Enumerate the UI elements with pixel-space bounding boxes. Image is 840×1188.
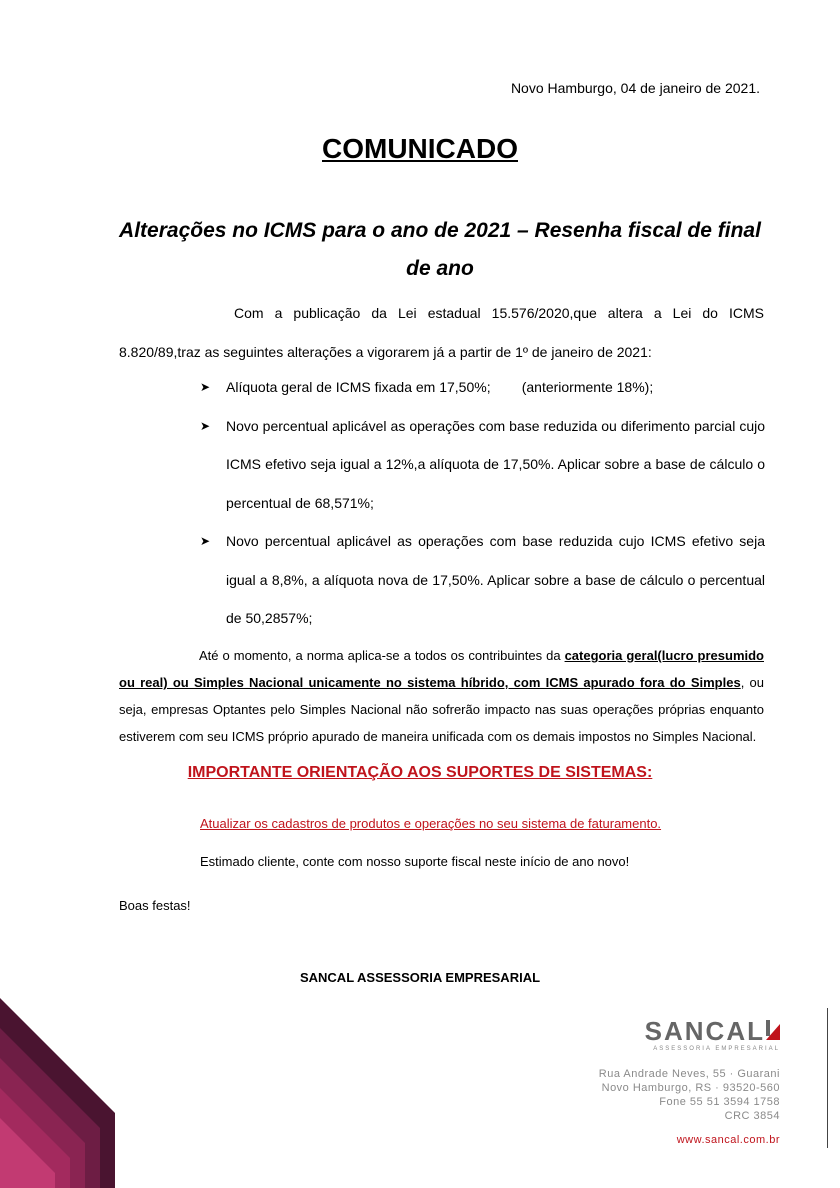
intro-paragraph: Com a publicação da Lei estadual 15.576/2020,que altera a Lei do ICMS 8.820/89,traz as seguintes alterações a vigorarem já a partir de 1º de janeiro de 2021: <box>119 305 764 360</box>
phone-line: Fone 55 51 3594 1758 <box>659 1096 780 1108</box>
logo-tagline: ASSESSORIA EMPRESARIAL <box>653 1046 780 1052</box>
arrow-bullet-icon: ➤ <box>200 418 211 433</box>
scope-paragraph <box>119 642 764 750</box>
crc-line: CRC 3854 <box>724 1110 780 1122</box>
arrow-bullet-icon: ➤ <box>200 534 211 548</box>
logo-corner-icon <box>766 1017 780 1045</box>
change-list <box>200 368 765 638</box>
scope-highlight: categoria geral(lucro presumido ou real) ou Simples Nacional unicamente no sistema híbrido, com ICMS apurado fora do Simples <box>119 648 764 690</box>
company-logo <box>645 1017 780 1052</box>
document-subtitle: Alterações no ICMS para o ano de 2021 – Resenha fiscal de final de ano <box>119 219 761 280</box>
update-note: Atualizar os cadastros de produtos e operações no seu sistema de faturamento. <box>200 816 662 831</box>
website-link[interactable]: www.sancal.com.br <box>676 1134 780 1146</box>
logo-wordmark <box>645 1017 780 1045</box>
signature: SANCAL ASSESSORIA EMPRESARIAL <box>299 970 541 985</box>
logo-text: SANCAL <box>644 1016 765 1046</box>
list-item-text: Novo percentual aplicável as operações com base reduzida ou diferimento parcial cujo ICMS efetivo seja igual a 12%,a alíquota de 17,50%. Aplicar sobre a base de cálculo o percentual de 68,571%; <box>226 417 765 511</box>
company-address <box>599 1067 780 1123</box>
page-title: COMUNICADO <box>322 133 518 164</box>
arrow-bullet-icon: ➤ <box>200 380 211 394</box>
list-item <box>200 522 765 638</box>
date-line: Novo Hamburgo, 04 de janeiro de 2021. <box>510 80 760 96</box>
list-item <box>200 407 765 523</box>
support-note: Estimado cliente, conte com nosso suporte fiscal neste início de ano novo! <box>200 854 630 869</box>
corner-decoration <box>0 998 115 1188</box>
list-item-text: Novo percentual aplicável as operações com base reduzida cujo ICMS efetivo seja igual a 8,8%, a alíquota nova de 17,50%. Aplicar sobre a base de cálculo o percentual de 50,2857%; <box>226 533 765 626</box>
scope-text-start: Até o momento, a norma aplica-se a todos os contribuintes da <box>199 648 565 663</box>
address-line: Novo Hamburgo, RS · 93520-560 <box>601 1082 780 1094</box>
list-item-text: Alíquota geral de ICMS fixada em 17,50%; (anteriormente 18%); <box>226 379 654 395</box>
important-heading: IMPORTANTE ORIENTAÇÃO AOS SUPORTES DE SISTEMAS: <box>187 764 653 781</box>
farewell: Boas festas! <box>119 898 191 913</box>
list-item <box>200 368 765 407</box>
scope-text-end: , ou seja, empresas Optantes pelo Simples Nacional não sofrerão impacto nas suas operações próprias enquanto estiverem com seu ICMS próprio apurado de maneira unificada com os demais impostos no Simples Nacional. <box>119 675 765 744</box>
margin-divider <box>827 1008 828 1148</box>
address-line: Rua Andrade Neves, 55 · Guarani <box>598 1068 780 1080</box>
